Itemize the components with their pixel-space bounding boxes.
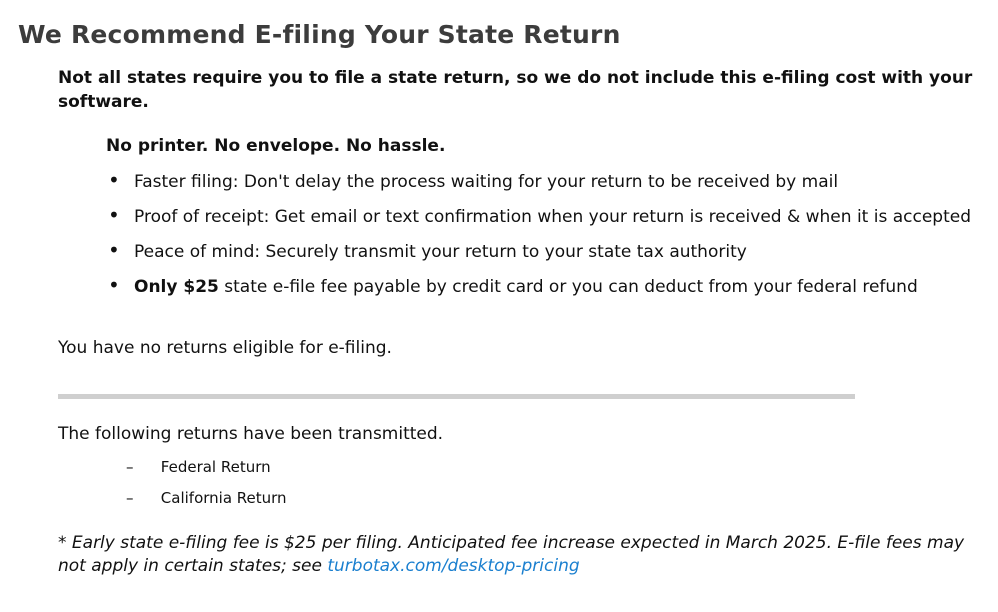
pricing-link[interactable]: turbotax.com/desktop-pricing [327, 556, 580, 576]
bullet-icon: • [108, 238, 120, 262]
return-label: California Return [160, 489, 287, 507]
intro-text: Not all states require you to file a state return, so we do not include this e-filing cost with your software. [58, 68, 973, 112]
benefit-item [106, 275, 996, 299]
footnote-text: * Early state e-filing fee is $25 per filing. Anticipated fee increase expected in March 2025. E-file fees may not apply in certain states; see [58, 533, 965, 576]
benefit-text: Proof of receipt: Get email or text confirmation when your return is received & when it is accepted [134, 207, 972, 227]
return-label: Federal Return [160, 458, 271, 476]
bullet-icon: • [108, 273, 120, 297]
benefit-item [106, 205, 996, 229]
dash-icon: – [126, 458, 134, 476]
benefit-text: Peace of mind: Securely transmit your return to your state tax authority [134, 242, 747, 262]
tagline: No printer. No envelope. No hassle. [106, 136, 446, 156]
list-item [126, 487, 287, 509]
benefit-text: Faster filing: Don't delay the process waiting for your return to be received by mail [134, 172, 839, 192]
list-item [126, 456, 287, 478]
dash-icon: – [126, 489, 134, 507]
transmitted-returns-list [126, 456, 287, 518]
benefits-list [106, 170, 996, 310]
transmitted-heading: The following returns have been transmitted. [58, 424, 444, 444]
bullet-icon: • [108, 168, 120, 192]
fee-highlight: Only $25 [134, 277, 219, 297]
section-divider [58, 394, 855, 399]
footnote [58, 532, 988, 578]
page-title: We Recommend E-filing Your State Return [18, 20, 621, 49]
no-returns-message: You have no returns eligible for e-filing. [58, 338, 392, 358]
benefit-text: state e-file fee payable by credit card or you can deduct from your federal refund [218, 277, 918, 297]
benefit-item [106, 170, 996, 194]
bullet-icon: • [108, 203, 120, 227]
benefit-item [106, 240, 996, 264]
